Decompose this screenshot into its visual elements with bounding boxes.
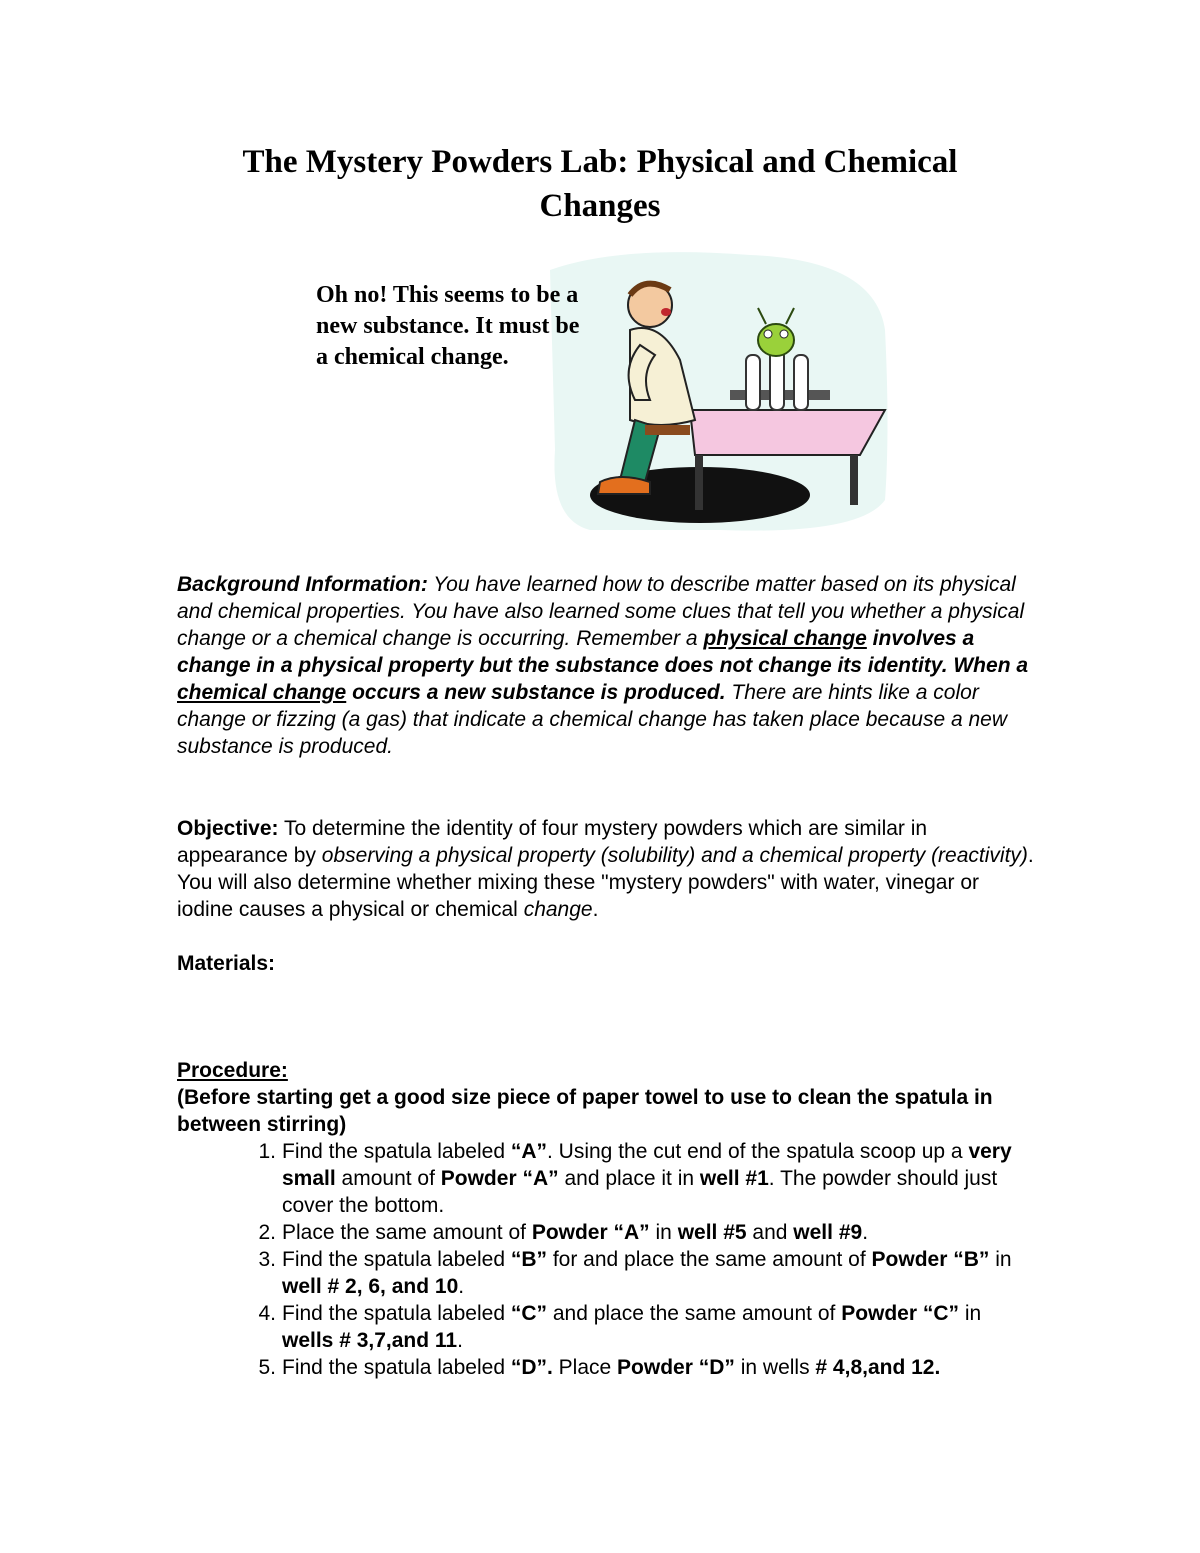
step-number: 3.	[258, 1248, 276, 1271]
step-text: Find the spatula labeled	[282, 1140, 511, 1163]
creature-body	[758, 324, 794, 356]
step-number: 5.	[258, 1356, 276, 1379]
caption-line-1: Oh no! This seems to be a	[316, 282, 579, 308]
objective-text-1: To determine the identity of four mystery powders which are similar in appearance by	[177, 817, 928, 867]
step-emphasis: “D”.	[510, 1356, 553, 1379]
background-information	[177, 571, 1037, 760]
step-number: 2.	[258, 1221, 276, 1244]
term-physical-change: physical change	[703, 627, 867, 650]
step-text: Find the spatula labeled	[282, 1302, 511, 1325]
procedure-step-5	[258, 1354, 1037, 1381]
creature-eye-right	[780, 330, 788, 338]
background-text-2: involves a change in a physical property but the substance does not change its identity. When a	[177, 627, 1029, 677]
step-number: 4.	[258, 1302, 276, 1325]
step-text: Find the spatula labeled	[282, 1248, 511, 1271]
step-text: in	[649, 1221, 678, 1244]
caption-line-2: new substance. It must be	[316, 313, 580, 339]
step-emphasis: “A”	[510, 1140, 547, 1163]
step-text: for and place the same amount of	[547, 1248, 872, 1271]
procedure-step-4	[258, 1300, 1037, 1354]
background-label: Background Information:	[177, 573, 428, 596]
objective-text-5: .	[592, 898, 599, 921]
table-leg-left	[695, 455, 703, 510]
step-text: amount of	[335, 1167, 441, 1190]
objective-text-2: observing a physical property (solubility) and a chemical property (reactivity)	[321, 844, 1028, 867]
table-leg-right	[850, 455, 858, 505]
step-emphasis: wells # 3,7,and 11	[282, 1329, 458, 1352]
step-text: and	[746, 1221, 794, 1244]
step-text: Place the same amount of	[282, 1221, 532, 1244]
step-emphasis: Powder “D”	[617, 1356, 735, 1379]
procedure-step-3	[258, 1246, 1037, 1300]
step-text: in	[989, 1248, 1012, 1271]
procedure-step-1	[258, 1138, 1037, 1219]
step-emphasis: well #9	[793, 1221, 863, 1244]
step-text: . The powder should just cover the bottom.	[282, 1167, 998, 1217]
step-text: in	[959, 1302, 982, 1325]
procedure-label: Procedure:	[177, 1059, 288, 1082]
step-text: and place it in	[558, 1167, 700, 1190]
page-title	[0, 140, 1200, 228]
background-text-1: You have learned how to describe matter based on its physical and chemical properties. You have also learned some clues that tell you whether a physical change or a chemical change is occurring. Remember a	[177, 573, 1025, 650]
objective-label: Objective:	[177, 817, 279, 840]
scientist-mouth	[661, 308, 671, 316]
materials-label: Materials:	[177, 952, 276, 975]
step-text: .	[862, 1221, 869, 1244]
title-line-2: Changes	[539, 188, 661, 224]
objective-text-3: . You will also determine whether mixing these "mystery powders" with water, vinegar or iodine causes a physical or chemical	[177, 844, 1034, 921]
table-top	[690, 410, 885, 455]
term-chemical-change: chemical change	[177, 681, 347, 704]
step-emphasis: Powder “B”	[871, 1248, 990, 1271]
step-emphasis: Powder “C”	[841, 1302, 960, 1325]
procedure-note: (Before starting get a good size piece of paper towel to use to clean the spatula in between stirring)	[177, 1086, 993, 1136]
creature-eye-left	[764, 330, 772, 338]
caption-line-3: a chemical change.	[316, 344, 509, 370]
title-line-1: The Mystery Powders Lab: Physical and Chemical	[242, 144, 958, 180]
step-text: .	[458, 1275, 465, 1298]
objective-text-4: change	[523, 898, 593, 921]
step-emphasis: “C”	[510, 1302, 547, 1325]
test-tube-2	[770, 350, 784, 410]
step-emphasis: Powder “A”	[440, 1167, 559, 1190]
step-text: Place	[552, 1356, 618, 1379]
step-text: . Using the cut end of the spatula scoop up a	[547, 1140, 969, 1163]
step-text: .	[457, 1329, 463, 1352]
step-text: Find the spatula labeled	[282, 1356, 511, 1379]
step-emphasis: well # 2, 6, and 10	[282, 1275, 459, 1298]
background-text-3: occurs a new substance is produced.	[346, 681, 726, 704]
background-text-4: There are hints like a color change or fizzing (a gas) that indicate a chemical change has taken place because a new substance is produced.	[177, 681, 1008, 758]
step-text: in wells	[734, 1356, 816, 1379]
step-number: 1.	[258, 1140, 276, 1163]
procedure-step-2	[258, 1219, 1037, 1246]
step-emphasis: Powder “A”	[531, 1221, 650, 1244]
test-tube-3	[794, 355, 808, 410]
step-emphasis: “B”	[510, 1248, 547, 1271]
procedure	[177, 1057, 1037, 1381]
procedure-steps	[177, 1138, 1037, 1381]
objective	[177, 815, 1037, 923]
stool	[645, 425, 690, 435]
test-tube-1	[746, 355, 760, 410]
step-text: and place the same amount of	[547, 1302, 842, 1325]
cartoon-caption	[316, 280, 636, 373]
step-emphasis: # 4,8,and 12.	[815, 1356, 941, 1379]
step-emphasis: well #1	[699, 1167, 769, 1190]
step-emphasis: well #5	[677, 1221, 747, 1244]
scientist-shoe	[598, 477, 650, 494]
step-emphasis: very small	[282, 1140, 1012, 1190]
